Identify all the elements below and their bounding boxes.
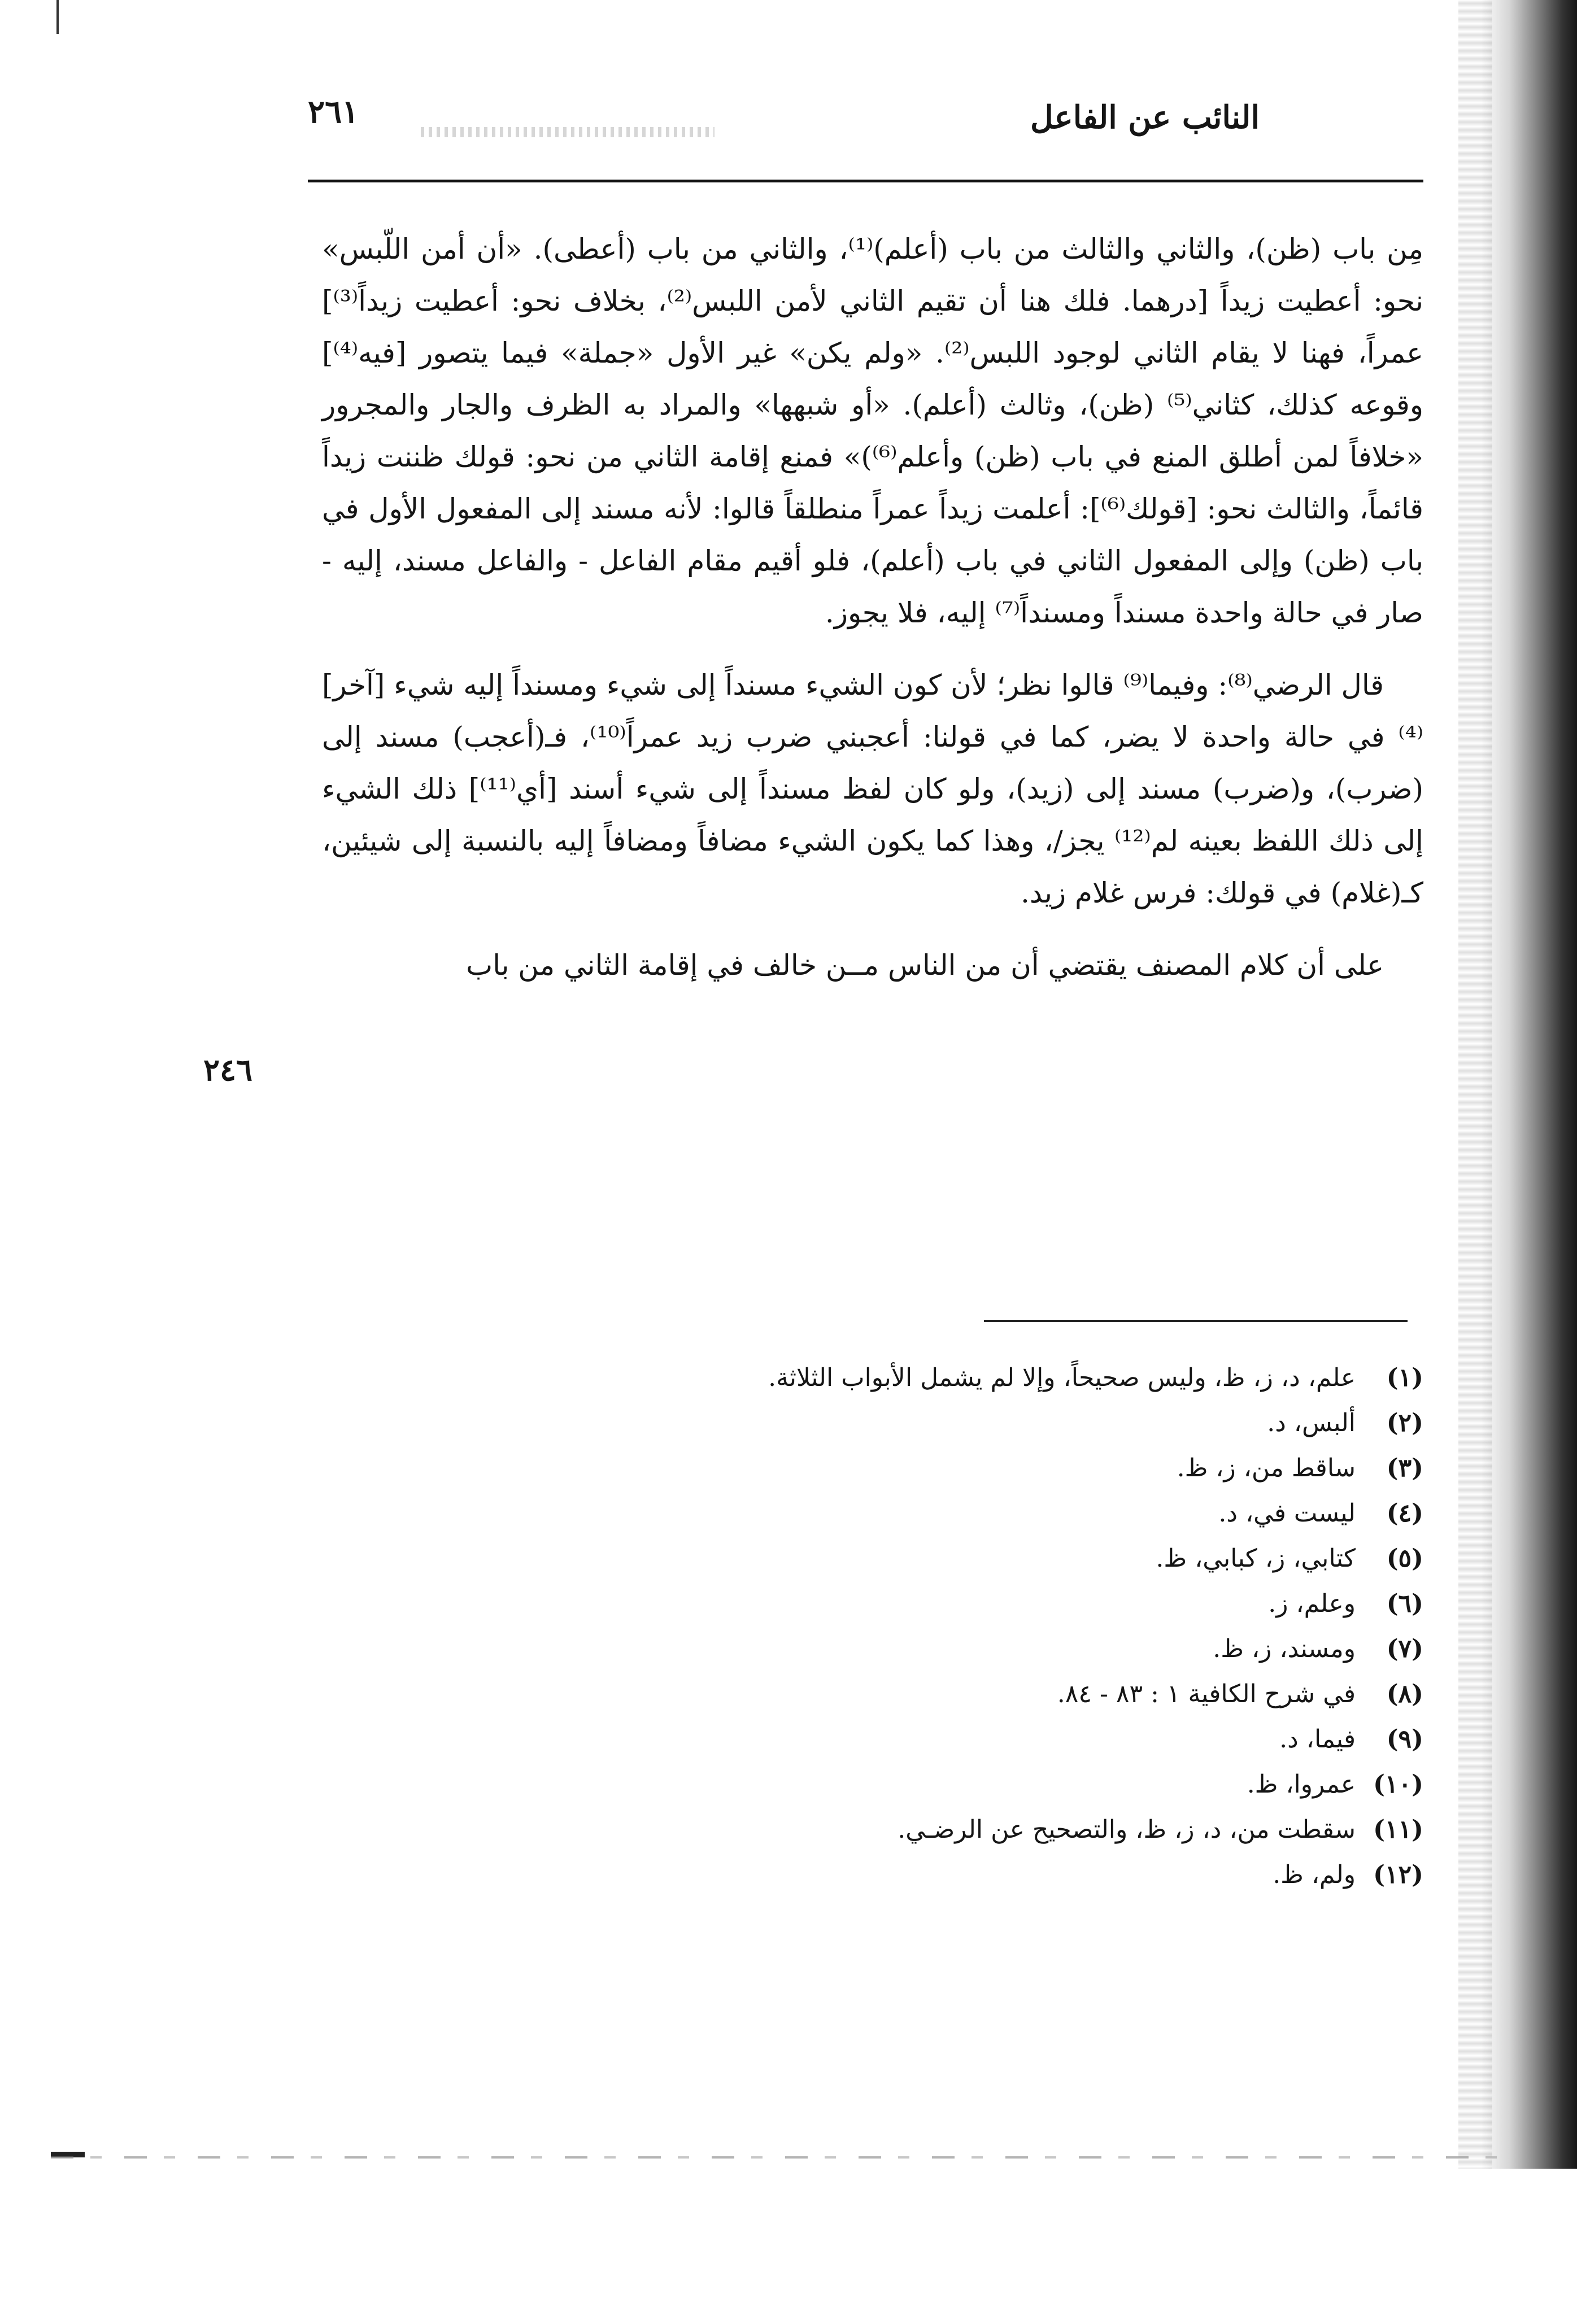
footnote-number: (١): [1386, 1363, 1423, 1392]
footnote-text: ألبس، د.: [1267, 1409, 1356, 1437]
footnote-text: وعلم، ز.: [1268, 1589, 1356, 1618]
edition-page-number: ٢٤٦: [203, 1052, 253, 1088]
footnote-number: (٦): [1386, 1589, 1423, 1618]
running-title: النائب عن الفاعل: [1030, 99, 1260, 136]
footnote-text: ساقط من، ز، ظ.: [1177, 1454, 1356, 1483]
footnote-text: في شرح الكافية ١ : ٨٣ - ٨٤.: [1057, 1680, 1356, 1708]
footnote-4: [565, 1491, 1423, 1536]
header-rule: [308, 180, 1423, 182]
footnote-6: [565, 1581, 1423, 1627]
main-text: [322, 223, 1423, 991]
scan-bottom-dashes: [51, 2156, 1519, 2159]
header-smudge: [421, 127, 715, 137]
footnote-text: كتابي، ز، كبابي، ظ.: [1156, 1544, 1356, 1573]
footnote-text: عمروا، ظ.: [1247, 1770, 1356, 1799]
footnote-1: [565, 1355, 1423, 1401]
footnote-text: ليست في، د.: [1218, 1499, 1356, 1528]
footnote-5: [565, 1536, 1423, 1581]
footnote-number: (٢): [1386, 1409, 1423, 1437]
footnote-text: فيما، د.: [1279, 1725, 1356, 1754]
footnote-10: [565, 1762, 1423, 1807]
paragraph-2: قال الرضي⁽⁸⁾: وفيما⁽⁹⁾ قالوا نظر؛ لأن كون الشيء مسنداً إلى شيء ومسنداً إليه شيء [آخر]⁽⁴⁾ في حالة واحدة لا يضر، كما في قولنا: أعجبني ضرب زيد عمراً⁽¹⁰⁾، فـ(أعجب) مسند إلى (ضرب)، و(ضرب) مسند إلى (زيد)، ولو كان لفظ مسنداً إلى شيء أسند [أي⁽¹¹⁾] ذلك الشيء إلى ذلك اللفظ بعينه لم⁽¹²⁾ يجز/، وهذا كما يكون الشيء مضافاً ومضافاً إليه بالنسبة إلى شيئين، كـ(غلام) في قولك: فرس غلام زيد.: [322, 669, 1424, 909]
footnote-number: (١١): [1373, 1815, 1423, 1844]
paragraph-3: على أن كلام المصنف يقتضي أن من الناس مــن خالف في إقامة الثاني من باب: [466, 949, 1384, 982]
footnote-11: [565, 1807, 1423, 1852]
page-header: [308, 93, 1423, 178]
scan-margin-mark: [56, 0, 59, 34]
footnote-2: [565, 1401, 1423, 1446]
footnote-separator: [984, 1320, 1408, 1322]
paragraph-1: مِن باب (ظن)، والثاني والثالث من باب (أعلم)⁽¹⁾، والثاني من باب (أعطى). «أن أمن اللّبس» نحو: أعطيت زيداً [درهما. فلك هنا أن تقيم الثاني لأمن اللبس⁽²⁾، بخلاف نحو: أعطيت زيداً⁽³⁾] عمراً، فهنا لا يقام الثاني لوجود اللبس⁽²⁾. «ولم يكن» غير الأول «جملة» فيما يتصور [فيه⁽⁴⁾] وقوعه كذلك، كثاني⁽⁵⁾ (ظن)، وثالث (أعلم). «أو شبهها» والمراد به الظرف والجار والمجرور «خلافاً لمن أطلق المنع في باب (ظن) وأعلم⁽⁶⁾)» فمنع إقامة الثاني من نحو: قولك ظننت زيداً قائماً، والثالث نحو: [قولك⁽⁶⁾]: أعلمت زيداً عمراً منطلقاً قالوا: لأنه مسند إلى المفعول الأول في باب (ظن) وإلى المفعول الثاني في باب (أعلم)، فلو أقيم مقام الفاعل - والفاعل مسند، إليه - صار في حالة واحدة مسنداً ومسنداً⁽⁷⁾ إليه، فلا يجوز.: [322, 233, 1423, 629]
footnote-number: (٩): [1386, 1725, 1423, 1754]
footnote-text: علم، د، ز، ظ، وليس صحيحاً، وإلا لم يشمل الأبواب الثلاثة.: [768, 1363, 1356, 1392]
footnote-number: (٤): [1386, 1499, 1423, 1528]
footnote-12: [565, 1852, 1423, 1898]
page-number: ٢٦١: [308, 93, 359, 130]
footnote-text: ومسند، ز، ظ.: [1213, 1634, 1356, 1663]
footnote-number: (٣): [1386, 1454, 1423, 1483]
footnote-7: [565, 1627, 1423, 1672]
footnote-number: (١٠): [1373, 1770, 1423, 1799]
footnotes: [565, 1355, 1423, 1898]
footnote-number: (٥): [1386, 1544, 1423, 1573]
footnote-text: سقطت من، د، ز، ظ، والتصحيح عن الرضـي.: [898, 1815, 1356, 1844]
footnote-9: [565, 1717, 1423, 1762]
footnote-number: (٧): [1386, 1634, 1423, 1663]
footnote-3: [565, 1446, 1423, 1491]
footnote-text: ولم، ظ.: [1273, 1860, 1356, 1889]
footnote-number: (١٢): [1373, 1860, 1423, 1889]
footnote-8: [565, 1672, 1423, 1717]
footnote-number: (٨): [1386, 1680, 1423, 1708]
scanned-page-edge: [1481, 0, 1577, 2169]
